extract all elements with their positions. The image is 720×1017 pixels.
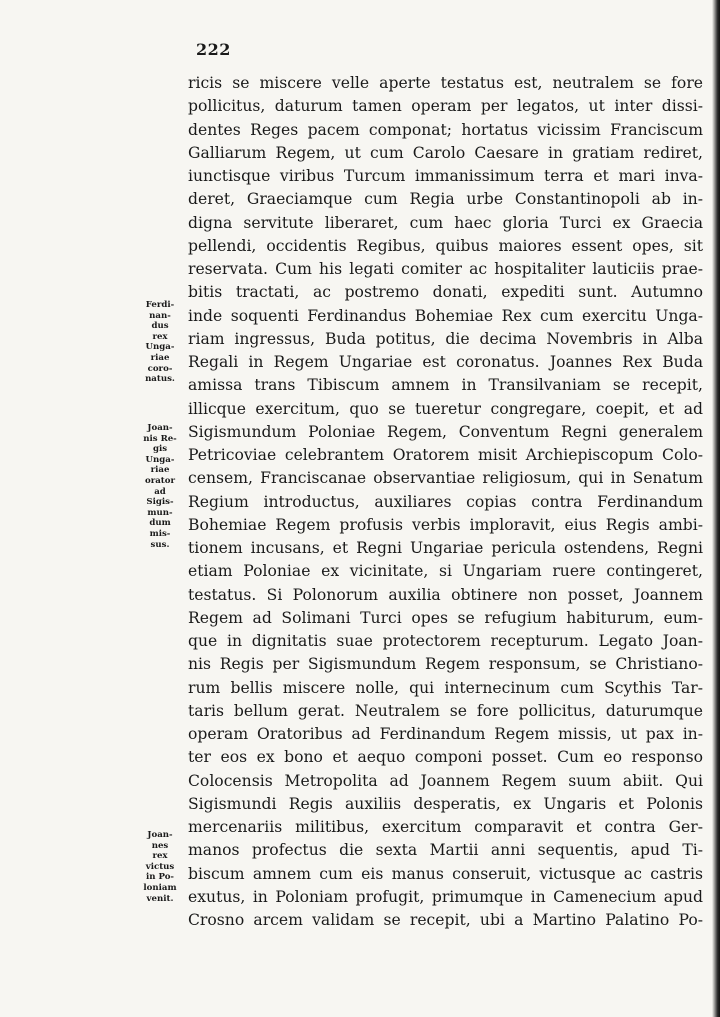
margin-note-line: coro- — [147, 363, 173, 374]
margin-note-line: natus. — [145, 374, 175, 385]
text-line: pollicitus, daturum tamen operam per legatos, ut inter dissi- — [188, 97, 703, 116]
text-line: Sigismundi Regis auxiliis desperatis, ex Ungaris et Polonis — [188, 794, 703, 813]
text-line: ter eos ex bono et aequo componi posset. Cum eo responso — [188, 748, 703, 767]
text-line: Bohemiae Regem profusis verbis imploravit, eius Regis ambi- — [188, 515, 703, 534]
margin-note — [134, 300, 186, 385]
text-line: reservata. Cum his legati comiter ac hospitaliter lauticiis prae- — [188, 260, 703, 278]
margin-note-line: gis — [152, 444, 168, 455]
margin-note-line: dum — [149, 518, 171, 529]
text-line: Petricoviae celebrantem Oratorem misit Archiepiscopum Colo- — [188, 446, 703, 464]
margin-note-line: Joan- — [147, 423, 173, 433]
text-line: biscum amnem cum eis manus conseruit, victusque ac castris — [188, 864, 703, 883]
margin-note — [134, 830, 186, 904]
text-line: inde soquenti Ferdinandus Bohemiae Rex cum exercitu Unga- — [188, 306, 703, 325]
text-line: manos profectus die sexta Martii anni sequentis, apud Ti- — [188, 841, 703, 860]
margin-note-line: Sigis- — [146, 497, 174, 508]
text-line: exutus, in Poloniam profugit, primumque in Camenecium apud — [188, 887, 703, 906]
margin-note-line: orator — [144, 475, 176, 486]
text-line: operam Oratoribus ad Ferdinandum Regem missis, ut pax in- — [188, 725, 703, 743]
text-line: testatus. Si Polonorum auxilia obtinere non posset, Joannem — [188, 585, 703, 604]
margin-note-line: loniam — [143, 882, 177, 893]
page-edge-shadow — [712, 0, 720, 1017]
text-line: Crosno arcem validam se recepit, ubi a Martino Palatino Po- — [188, 911, 703, 929]
text-line: Regem ad Solimani Turci opes se refugium habiturum, eum- — [188, 608, 703, 627]
text-line: pellendi, occidentis Regibus, quibus maiores essent opes, sit — [188, 236, 703, 255]
text-line: Regium introductus, auxiliares copias contra Ferdinandum — [188, 492, 703, 511]
margin-note-line: rex — [152, 331, 168, 342]
page-number: 222 — [196, 40, 231, 59]
text-line: nis Regis per Sigismundum Regem responsum, se Christiano- — [188, 655, 703, 674]
margin-note-line: riae — [150, 352, 170, 363]
margin-note-line: Unga- — [145, 454, 175, 465]
text-line: Sigismundum Poloniae Regem, Conventum Regni generalem — [188, 422, 703, 441]
margin-note-line: ad — [154, 486, 166, 497]
margin-note-line: victus — [145, 861, 175, 872]
text-line: deret, Graeciamque cum Regia urbe Constantinopoli ab in- — [188, 190, 703, 209]
text-line: mercenariis militibus, exercitum comparavit et contra Ger- — [188, 818, 703, 836]
margin-note-line: riae — [150, 465, 170, 476]
margin-note-line: Ferdi- — [145, 300, 175, 310]
text-line: Regali in Regem Ungariae est coronatus. Joannes Rex Buda — [188, 353, 703, 371]
margin-note — [134, 423, 186, 550]
text-line: dentes Reges pacem componat; hortatus vicissim Franciscum — [188, 120, 703, 139]
text-line: tionem incusans, et Regni Ungariae pericula ostendens, Regni — [188, 539, 703, 557]
text-line: Colocensis Metropolita ad Joannem Regem suum abiit. Qui — [188, 771, 703, 790]
margin-note-line: dus — [151, 321, 169, 332]
text-line: bitis tractati, ac postremo donati, expediti sunt. Autumno — [188, 283, 703, 302]
text-line: digna servitute liberaret, cum haec gloria Turci ex Graecia — [188, 213, 703, 232]
margin-note-line: nis Re- — [143, 433, 177, 444]
text-line: que in dignitatis suae protectorem recepturum. Legato Joan- — [188, 632, 703, 650]
margin-note-line: nan- — [149, 310, 171, 321]
margin-note-line: Unga- — [145, 342, 175, 353]
text-line: riam ingressus, Buda potitus, die decima Novembris in Alba — [188, 329, 703, 348]
body-text — [188, 72, 703, 932]
text-line: illicque exercitum, quo se tueretur congregare, coepit, et ad — [188, 399, 703, 418]
margin-note-line: sus. — [150, 539, 170, 550]
margin-note-line: rex — [152, 851, 168, 862]
text-line: taris bellum gerat. Neutralem se fore pollicitus, daturumque — [188, 701, 703, 720]
text-line: ricis se miscere velle aperte testatus est, neutralem se fore — [188, 74, 703, 92]
text-line: iunctisque viribus Turcum immanissimum terra et mari inva- — [188, 167, 703, 185]
text-line: censem, Franciscanae observantiae religiosum, qui in Senatum — [188, 469, 703, 488]
margin-note-line: in Po- — [145, 872, 175, 883]
text-line: rum bellis miscere nolle, qui internecinum cum Scythis Tar- — [188, 678, 703, 697]
margin-note-line: mis- — [149, 528, 171, 539]
margin-note-line: Joan- — [147, 830, 173, 840]
margin-note-line: mun- — [147, 507, 173, 518]
text-line: etiam Poloniae ex vicinitate, si Ungariam ruere contingeret, — [188, 562, 703, 581]
text-line: Galliarum Regem, ut cum Carolo Caesare in gratiam rediret, — [188, 143, 703, 162]
margin-note-line: nes — [151, 840, 169, 851]
text-line: amissa trans Tibiscum amnem in Transilvaniam se recepit, — [188, 376, 703, 395]
margin-note-line: venit. — [146, 893, 174, 904]
